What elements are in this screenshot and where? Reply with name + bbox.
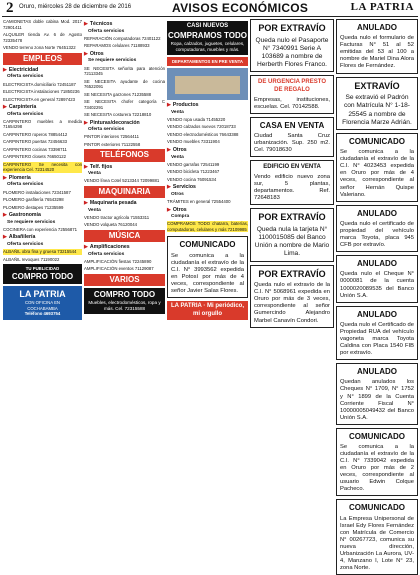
- bullet-icon: ▶: [3, 104, 7, 111]
- notice-body: Quedan anulados los Cheques N° 1709, N° 1752 y N° 1899 de la Cuenta Corriente Fiscal N° 10000005049432 del Banco Unión S.A.: [340, 379, 414, 421]
- list-item: VENDO cocina 76091534: [167, 176, 217, 182]
- column-4: [250, 19, 334, 544]
- list-item: ALBAÑIL revoques 71190022: [3, 256, 60, 262]
- category-banner-musica: MÚSICA: [84, 230, 165, 242]
- notice-body: Se comunica a la ciudadanía el extravío de la C.I. N° 3993562 expedida en Potosí por más de 4 veces, correspondiente al señor Javier Salas Flores.: [171, 252, 244, 294]
- list-item: VENDO volqueta 76120044: [84, 222, 138, 228]
- list-item: PLOMERO destapes 71235599: [3, 204, 64, 210]
- section-subheading: Venta: [88, 207, 101, 213]
- bullet-icon: ▶: [3, 174, 7, 181]
- list-item: VENDO bicicleta 71223467: [167, 169, 220, 175]
- casi-nuevos-ad: CASI NUEVOS COMPRAMOS TODO Ropa, calzados, juguetes, celulares, computadoras, muebles y más.: [167, 21, 248, 55]
- section-heading: ▶ Plomería: [3, 174, 31, 181]
- notice-comunicado: [336, 428, 418, 497]
- list-item: CAMIONETAS doble cabina Mod. 2017 72901411: [3, 19, 82, 30]
- list-item: VENDO calzados nuevos 72018733: [167, 124, 236, 130]
- newspaper-brand: LA PATRIA: [350, 1, 414, 13]
- category-banner-varios: VARIOS: [84, 274, 165, 286]
- notice-comunicado: [336, 133, 418, 202]
- section-subheading: Oferta servicios: [7, 182, 44, 188]
- section-heading: ▶ Pinturas/decoración: [84, 119, 140, 126]
- notice-body: Queda nulo el Certificado de Propiedad RUA del vehículo vagoneta marca Toyota Caldina con Placa 1540 FIB por extravío.: [340, 321, 414, 357]
- section-heading: ▶ Maquinaria pesada: [84, 200, 137, 207]
- notice-title: COMUNICADO: [349, 137, 405, 146]
- notice-title: COMUNICADO: [349, 503, 405, 513]
- notice-title: EDIFICIO EN VENTA: [263, 164, 321, 171]
- list-item: CARPINTERO closets 76650122: [3, 154, 67, 160]
- compro-todo-ad: COMPRO TODO Muebles, electrodomésticos, ropa y más. Cel. 72315588: [84, 288, 165, 314]
- building-image: [167, 68, 248, 100]
- section-subheading: Oferta servicios: [88, 127, 125, 133]
- list-item: REPARACIÓN computadoras 72401122: [84, 35, 161, 41]
- notice-extravio: [250, 19, 334, 72]
- list-item: PINTOR exteriores 71122558: [84, 141, 141, 147]
- bullet-icon: ▶: [3, 212, 7, 219]
- notice-edificio-venta: [250, 160, 334, 205]
- notice-anulado: [336, 306, 418, 361]
- list-item: VENDO electrodomésticos 76643388: [167, 131, 239, 137]
- notice-body: Se extravió el Padrón con Matrícula N° 1-18-25545 a nombre de Florencia Marze Adrián.: [342, 94, 412, 126]
- section-subheading: Venta: [171, 109, 184, 115]
- bullet-icon: ▶: [84, 119, 88, 126]
- list-item: ALQUILER tienda Av. 6 de Agosto 72335478: [3, 32, 82, 43]
- section-subheading: Oferta servicios: [7, 111, 44, 117]
- notice-extravio: [336, 77, 418, 130]
- section-subheading: Compra: [171, 214, 190, 220]
- notice-body: Empresas, instituciones, escuelas. Cel. 70142588.: [254, 96, 330, 110]
- bullet-icon: ▶: [84, 50, 88, 57]
- notice-body: Queda nulo el Cheque N° 0000081 de la cuenta 1000020089535 del Banco Unión S.A.: [340, 271, 414, 299]
- bullet-icon: ▶: [84, 21, 88, 28]
- notice-casa-venta: [250, 117, 334, 157]
- section-heading: ▶ Productos: [167, 102, 199, 109]
- section-subheading: Oferta servicios: [7, 74, 44, 80]
- section-title: AVISOS ECONÓMICOS: [172, 1, 309, 15]
- page-number: 2: [6, 0, 14, 16]
- list-item: REPARAMOS celulares 71188933: [84, 43, 150, 49]
- notice-body: Queda nulo el Pasaporte N° 7340991 Serie A 103689 a nombre de Herberth Flores Franco.: [255, 36, 329, 69]
- departamentos-preventa-ad: DEPARTAMENTOS EN PRE VENTA: [167, 57, 248, 67]
- column-2: [84, 19, 165, 544]
- notice-title: EXTRAVÍO: [354, 80, 400, 91]
- notice-body: Se comunica a la ciudadanía el extravío de la C.I. N° 7339042 expedida en Oruro por más de 2 veces, correspondiente al usuario Edwin Colque Pacheco.: [340, 444, 414, 493]
- list-item: SE NECESITA ayudante de cocina 76522091: [84, 78, 165, 90]
- notice-extravio: [250, 208, 334, 261]
- notice-anulado: [336, 19, 418, 74]
- highlighted-classified: COMPRAMOS TODO chatarra, baterías, computadoras, celulares y más 72109985: [167, 221, 248, 232]
- notice-title: POR EXTRAVÍO: [258, 268, 326, 279]
- category-banner-empleos: EMPLEOS: [3, 53, 82, 65]
- list-item: VENDO tractor agrícola 71553311: [84, 214, 150, 220]
- notice-anulado: [336, 255, 418, 302]
- bullet-icon: ▶: [167, 184, 171, 191]
- section-heading: ▶ Albañilería: [3, 234, 36, 241]
- list-item: PLOMERO instalaciones 72341587: [3, 189, 71, 195]
- list-item: CARPINTERO muebles a medida 71654298: [3, 118, 82, 130]
- notice-body: Queda nulo el extravío de la C.I. N° 5068961 expedida en Oruro por más de 3 veces, correspondiente al señor Gumercindo Alejandro Marbel Canavín Condori.: [254, 282, 330, 324]
- section-heading: ▶ Amplificaciones: [84, 244, 130, 251]
- notice-title: CASA EN VENTA: [259, 120, 325, 130]
- list-item: AMPLIFICACIÓN eventos 71129087: [84, 266, 154, 272]
- section-heading: ▶ Otros: [167, 206, 187, 213]
- notice-body: Queda nulo el certificado de propiedad del vehículo marca Toyota, placa 945 CFB por extravío.: [340, 220, 414, 249]
- brand-footer: LA PATRIA · Mi periódico, mi orgullo: [167, 301, 248, 320]
- notice-body: Se comunica a la ciudadanía el extravío de la C.I. N° 4023453 expedida en Oruro por más de 4 veces, correspondiente al señor Hernán Quispe Valeriano.: [340, 149, 414, 198]
- highlighted-classified: CARPINTERO Se necesita con experiencia Cel. 72314520: [3, 161, 82, 173]
- section-subheading: Venta: [171, 154, 184, 160]
- notice-body: Vendo edificio nuevo zona sur, 5 plantas, departamentos. Ref. 72648183: [254, 174, 330, 202]
- notice-title: DE URGENCIA PRESTO DE REGALO: [257, 79, 326, 94]
- list-item: VENDO terreno zona Norte 76451322: [3, 45, 76, 50]
- section-heading: ▶ Otros: [84, 50, 104, 57]
- notice-title: ANULADO: [357, 23, 397, 32]
- list-item: SE NECESITA costurera 72218810: [84, 112, 152, 118]
- page-header: [2, 0, 418, 17]
- list-item: SE NECESITA garzones 71235588: [84, 91, 152, 97]
- list-item: VENDO muebles 73311904: [167, 139, 220, 145]
- section-subheading: Oferta servicios: [88, 28, 125, 34]
- list-item: SE NECESITA chofer categoría C 73402291: [84, 99, 165, 110]
- list-item: VENDO garrafas 72541199: [167, 161, 220, 167]
- notice-anulado: [336, 363, 418, 425]
- bullet-icon: ▶: [84, 244, 88, 251]
- notice-title: COMUNICADO: [349, 431, 405, 441]
- section-heading: ▶ Otros: [167, 146, 187, 154]
- category-banner-telefonos: TELÉFONOS: [84, 149, 165, 161]
- highlighted-classified: ALBAÑIL obra fina y gruesa 73215544: [3, 249, 82, 255]
- notice-title: ANULADO: [357, 259, 397, 269]
- section-subheading: Se requiere servicios: [88, 58, 137, 64]
- bullet-icon: ▶: [167, 147, 171, 154]
- list-item: PINTOR interiores 72564411: [84, 134, 140, 140]
- section-heading: ▶ Servicios: [167, 184, 196, 191]
- section-heading: ▶ Telf. fijos: [84, 163, 113, 170]
- notice-title: ANULADO: [357, 367, 397, 377]
- list-item: TRÁMITES en general 72554400: [167, 199, 231, 204]
- list-item: COCINERA con experiencia 72556871: [3, 226, 78, 232]
- notice-title: ANULADO: [357, 309, 397, 319]
- column-5: [336, 19, 418, 572]
- notice-urgencia: [250, 75, 334, 113]
- notice-comunicado: [167, 236, 248, 298]
- section-subheading: Oferta servicios: [7, 242, 44, 248]
- notice-title: POR EXTRAVÍO: [258, 212, 326, 223]
- issue-date: Oruro, miércoles 28 de diciembre de 2016: [19, 4, 132, 10]
- list-item: CARPINTERO puertas 72456633: [3, 139, 68, 145]
- list-item: ELECTRICISTA instalaciones 71850236: [3, 89, 80, 95]
- notice-body: Ciudad Santa Cruz urbanización. Sup. 250 m2. Cel. 79018630: [254, 133, 330, 154]
- column-3: [167, 19, 248, 544]
- notice-title: POR EXTRAVÍO: [258, 23, 326, 33]
- section-subheading: Se requiere servicios: [7, 219, 56, 225]
- section-heading: ▶ Gastronomía: [3, 212, 41, 219]
- list-item: CARPINTERO roperos 78854412: [3, 131, 68, 137]
- list-item: SE NECESITA señorita para atención 72113345: [84, 65, 165, 77]
- notice-anulado: [336, 205, 418, 252]
- list-item: CARPINTERO cocinas 73398711: [3, 146, 67, 152]
- promo-box: TU PUBLICIDAD COMPRO TODO: [3, 264, 82, 284]
- notice-body: Queda nulo el formulario de Facturas N° 51 al 52 emitidas del 53 al 100 a nombre de Mariel Dina Alora Flores de Fernández.: [340, 35, 414, 70]
- notice-comunicado: [336, 499, 418, 575]
- bullet-icon: ▶: [167, 206, 171, 213]
- section-heading: ▶ Electricidad: [3, 66, 39, 73]
- section-subheading: Oferta servicios: [88, 251, 125, 257]
- list-item: AMPLIFICACIÓN fiestas 72245890: [84, 258, 152, 264]
- notice-extravio: [250, 265, 334, 328]
- notice-title: ANULADO: [357, 208, 397, 218]
- list-item: ELECTRICISTA domiciliario 72451187: [3, 81, 76, 87]
- column-1: [3, 19, 82, 544]
- la-patria-cochabamba-ad: LA PATRIA CON OFICINA EN COCHABAMBA Teléfono 4693754: [3, 286, 82, 320]
- section-subheading: Otros: [171, 191, 184, 197]
- section-heading: ▶ Técnicos: [84, 21, 113, 28]
- notice-body: La Empresa Unipersonal de Israel Edy Flores Fernández con Matrícula de Comercio N° 00267723, comunica su nueva dirección, Urbanización La Aurora, UV-4, Manzano I, Lote N° 23, zona Norte.: [340, 515, 414, 572]
- section-subheading: Venta: [88, 171, 101, 177]
- bullet-icon: ▶: [84, 200, 88, 207]
- bullet-icon: ▶: [3, 66, 7, 73]
- list-item: VENDO ropa usada 71455220: [167, 116, 226, 122]
- bullet-icon: ▶: [167, 102, 171, 109]
- list-item: PLOMERO gasfitería 76543298: [3, 197, 64, 203]
- bullet-icon: ▶: [84, 163, 88, 170]
- notice-title: COMUNICADO: [179, 240, 236, 250]
- list-item: ELECTRICISTA en general 72897423: [3, 96, 76, 102]
- section-heading: ▶ Carpintería: [3, 104, 37, 111]
- category-banner-maquinaria: MAQUINARIA: [84, 186, 165, 198]
- list-item: VENDO línea Cotel 5213344 72099881: [84, 178, 160, 184]
- notice-body: Queda nula la tarjeta N° 1100015085 del Banco Unión a nombre de Mario Lima.: [254, 225, 330, 258]
- bullet-icon: ▶: [3, 234, 7, 241]
